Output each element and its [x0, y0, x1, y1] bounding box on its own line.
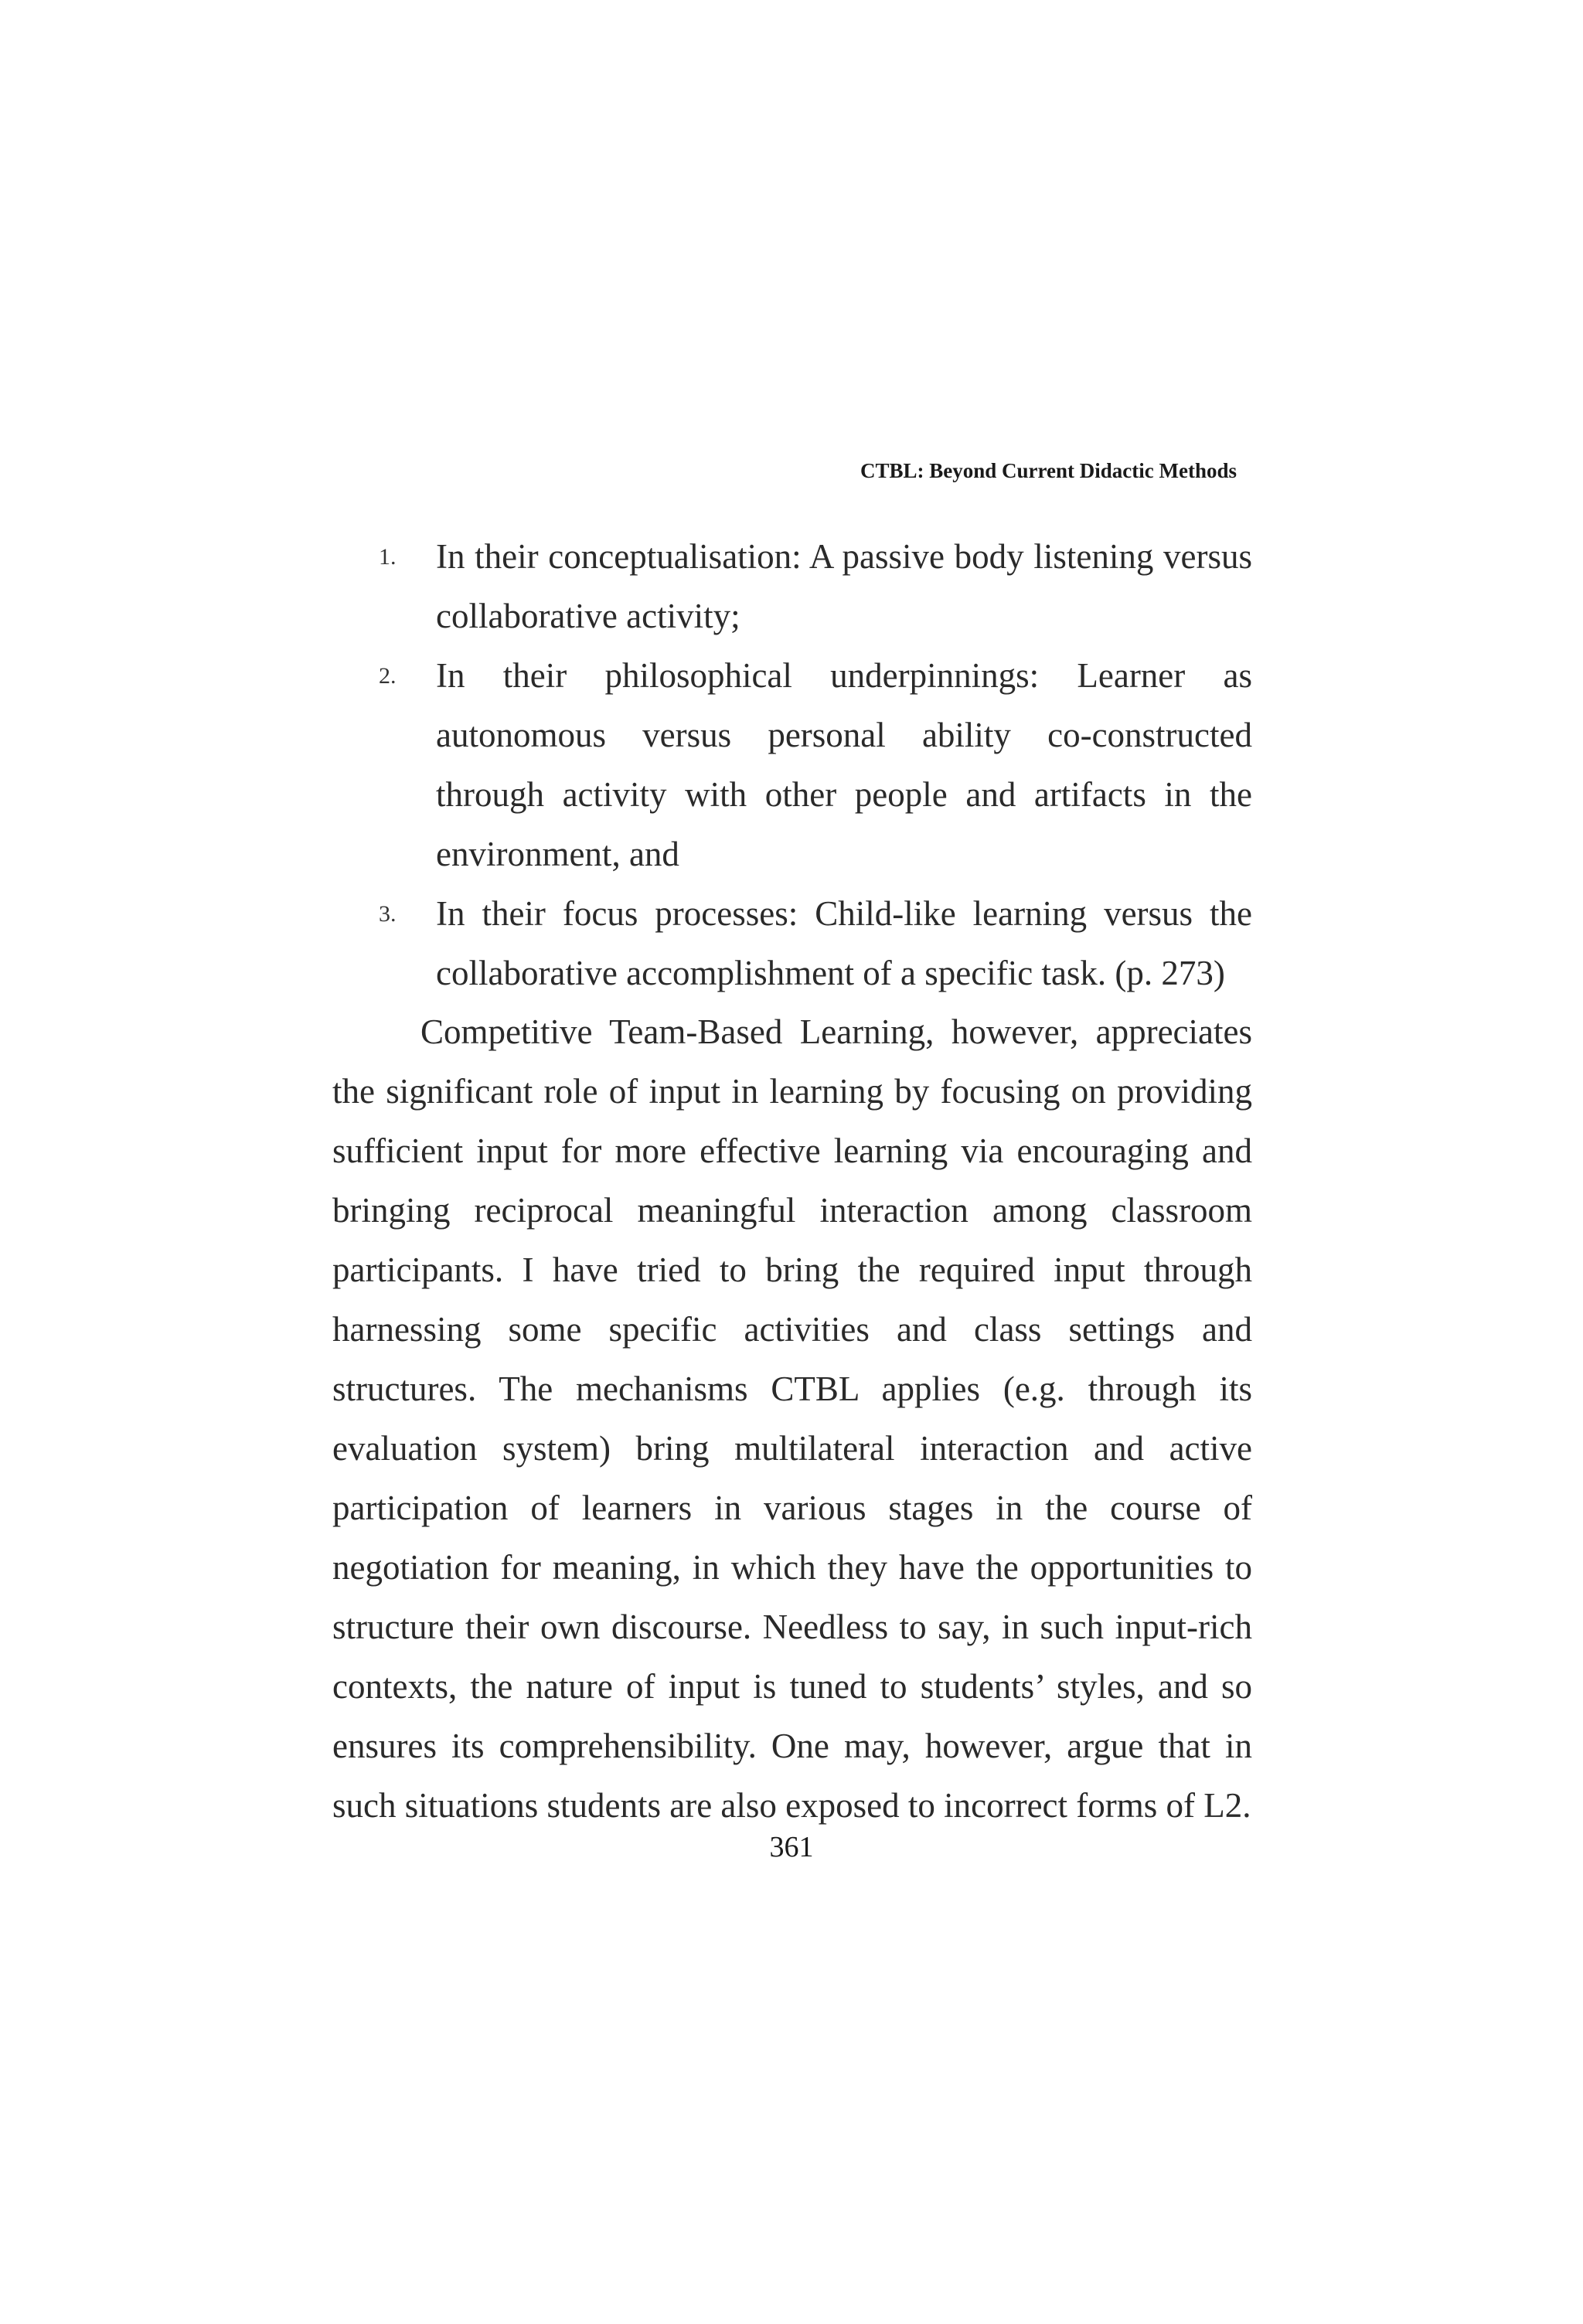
- body-paragraph: Competitive Team-Based Learning, however, appreciates the significant role of input in learning by focusing on providing sufficient input for more effective learning via encouraging and bringing reciprocal meaningful interaction among classroom participants. I have tried to bring the required input through harnessing some specific activities and class settings and structures. The mechanisms CTBL applies (e.g. through its evaluation system) bring multilateral interaction and active participation of learners in various stages in the course of negotiation for meaning, in which they have the opportunities to structure their own discourse. Needless to say, in such input-rich contexts, the nature of input is tuned to students’ styles, and so ensures its comprehensibility. One may, however, argue that in such situations students are also exposed to incorrect forms of L2.: [332, 1012, 1252, 1825]
- list-item-text: In their focus processes: Child-like learning versus the collaborative accomplishment of a specific task. (p. 273): [436, 894, 1252, 992]
- list-item-text: In their conceptualisation: A passive body listening versus collaborative activity;: [436, 537, 1252, 635]
- list-item: [379, 884, 1252, 1003]
- list-item: [379, 646, 1252, 884]
- list-item: [379, 527, 1252, 646]
- page-number: 361: [769, 1831, 814, 1863]
- list-item-number: 2.: [379, 663, 397, 689]
- list-item-number: 3.: [379, 901, 397, 927]
- list-item-text: In their philosophical underpinnings: Learner as autonomous versus personal ability co-constructed through activity with other people and artifacts in the environment, and: [436, 656, 1252, 873]
- list-item-number: 1.: [379, 544, 397, 570]
- numbered-list: [379, 527, 1252, 1003]
- running-header: CTBL: Beyond Current Didactic Methods: [860, 459, 1237, 482]
